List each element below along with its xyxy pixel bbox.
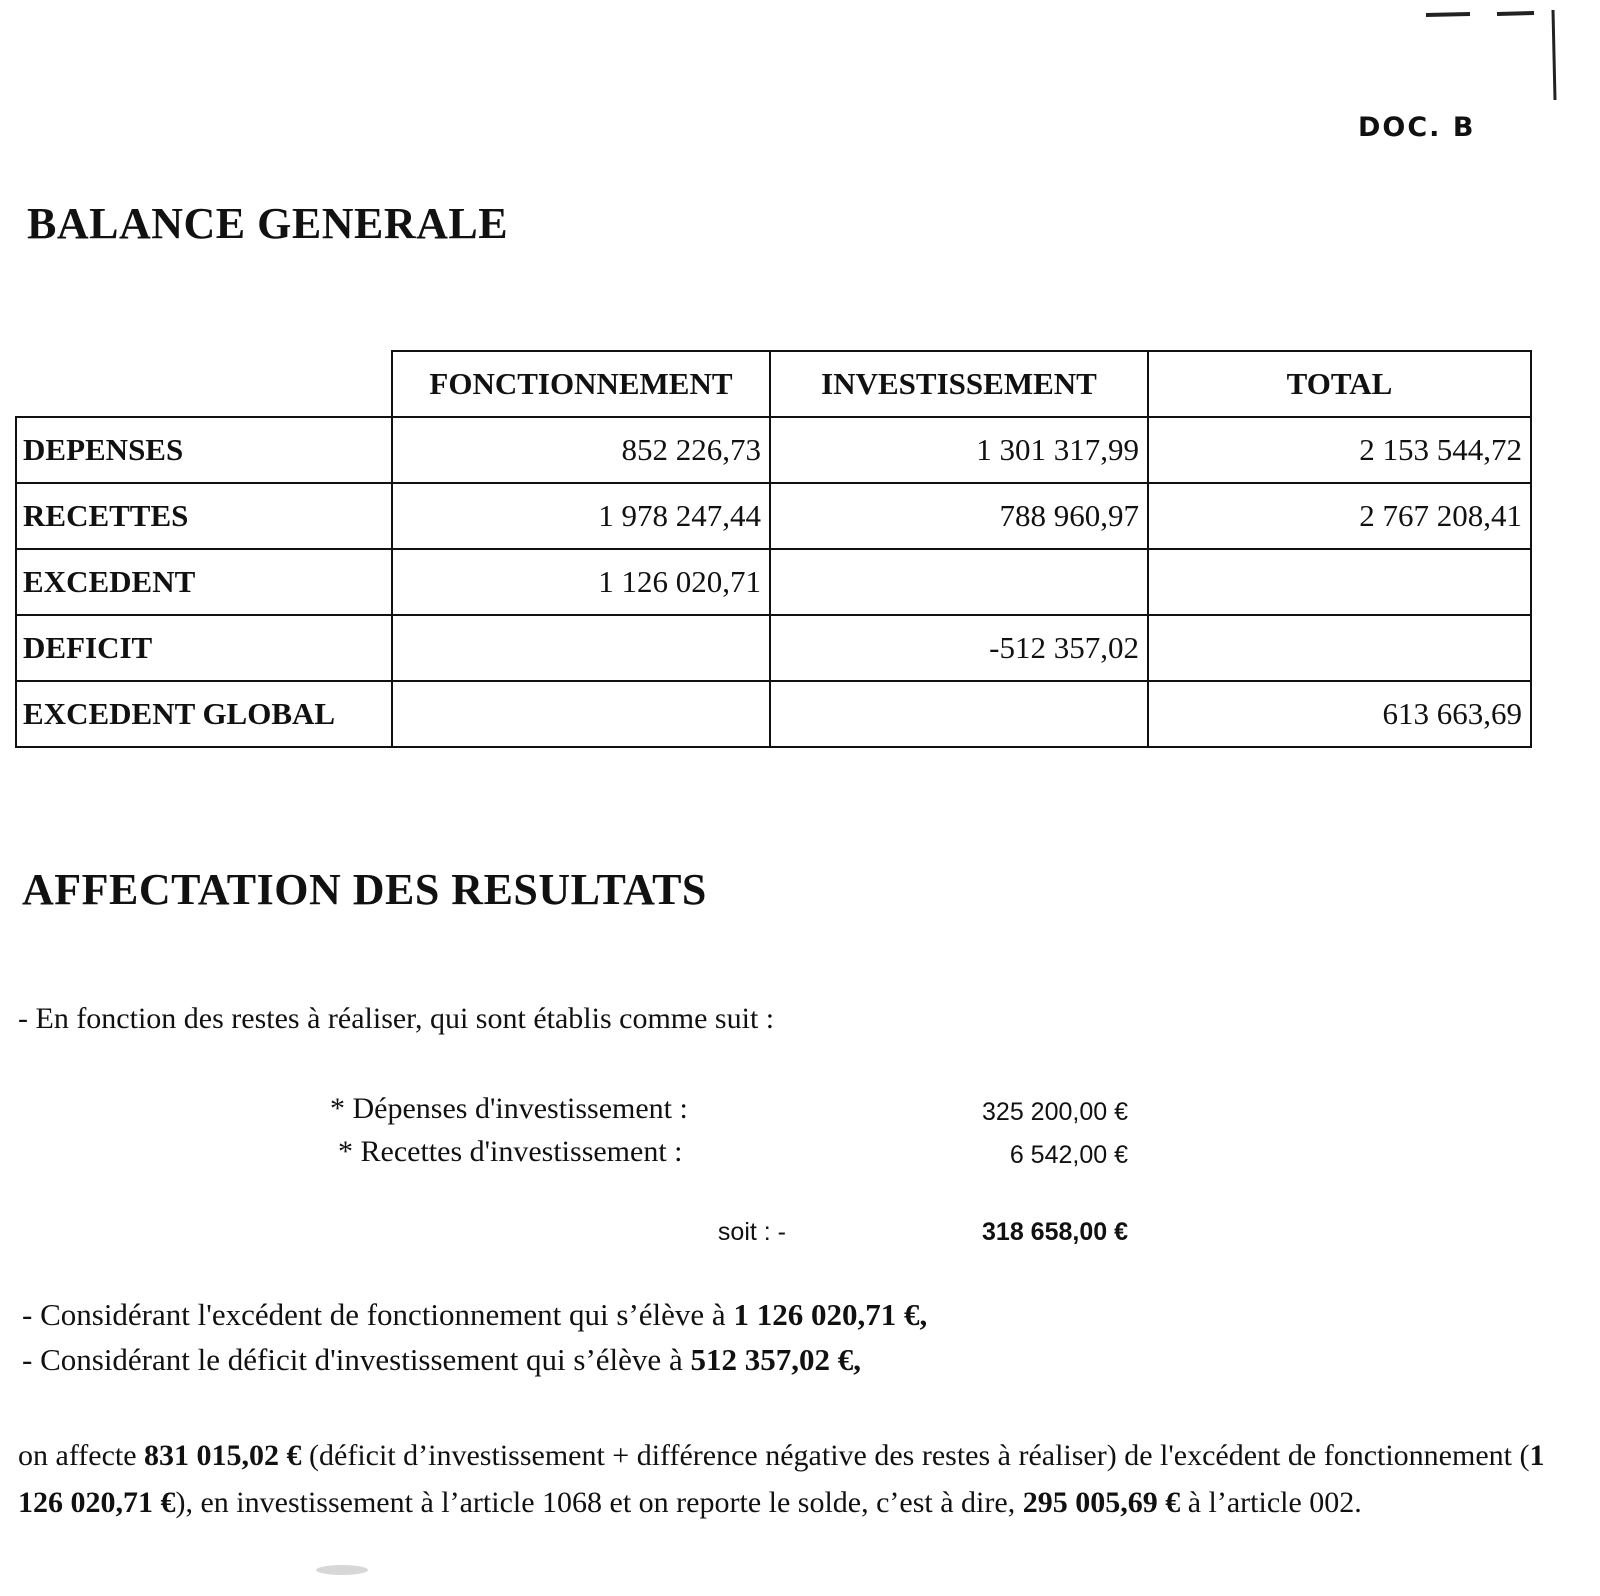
- row-label-depenses: DEPENSES: [16, 417, 392, 483]
- conclusion-part-1: on affecte: [18, 1439, 137, 1472]
- conclusion-amount-affecte: 831 015,02 €: [144, 1439, 302, 1472]
- cell-value: 1 978 247,44: [392, 483, 770, 549]
- considerant-deficit-text: - Considérant le déficit d'investissement qui s’élève à: [22, 1342, 683, 1377]
- table-row: [16, 417, 1531, 483]
- column-header-fonctionnement: FONCTIONNEMENT: [392, 351, 770, 417]
- row-label-excedent: EXCEDENT: [16, 549, 392, 615]
- conclusion-amount-solde: 295 005,69 €: [1022, 1486, 1181, 1519]
- cell-value: [1148, 615, 1531, 681]
- restes-soit-label: soit : -: [717, 1218, 786, 1246]
- affectation-title: AFFECTATION DES RESULTATS: [22, 865, 707, 914]
- cell-value: 788 960,97: [770, 483, 1148, 549]
- cell-value: [392, 681, 770, 747]
- restes-recettes-amount: 6 542,00 €: [1009, 1141, 1128, 1169]
- cell-value: [392, 615, 770, 681]
- table-row: [16, 681, 1531, 747]
- table-row: [16, 615, 1531, 681]
- considerant-excedent-text: - Considérant l'excédent de fonctionnement qui s’élève à: [22, 1297, 726, 1332]
- table-corner-cell: [16, 351, 392, 417]
- considerant-deficit-amount: 512 357,02 €,: [690, 1342, 861, 1377]
- considerant-excedent-amount: 1 126 020,71 €,: [733, 1297, 928, 1332]
- column-header-total: TOTAL: [1148, 351, 1531, 417]
- table-row: [16, 549, 1531, 615]
- cell-value: [770, 549, 1148, 615]
- cell-value: 1 301 317,99: [770, 417, 1148, 483]
- considerant-deficit: [22, 1342, 861, 1378]
- balance-title: BALANCE GENERALE: [27, 199, 509, 248]
- table-header-row: [16, 351, 1531, 417]
- conclusion-part-4: à l’article 002.: [1187, 1486, 1362, 1519]
- scan-corner-marks: [1422, 8, 1582, 108]
- restes-recettes-label: * Recettes d'investissement :: [338, 1135, 683, 1168]
- cell-value: 852 226,73: [392, 417, 770, 483]
- row-label-excedent-global: EXCEDENT GLOBAL: [16, 681, 392, 747]
- table-row: [16, 483, 1531, 549]
- conclusion-amount-excedent: 1 126 020,71 €: [18, 1439, 1545, 1519]
- restes-depenses-label: * Dépenses d'investissement :: [330, 1092, 688, 1125]
- row-label-deficit: DEFICIT: [16, 615, 392, 681]
- considerant-excedent: [22, 1297, 927, 1333]
- cell-value: [1148, 549, 1531, 615]
- affectation-conclusion: [18, 1432, 1578, 1526]
- scan-smudge: [312, 1562, 372, 1578]
- row-label-recettes: RECETTES: [16, 483, 392, 549]
- restes-intro: - En fonction des restes à réaliser, qui sont établis comme suit :: [18, 1002, 775, 1035]
- cell-value: 1 126 020,71: [392, 549, 770, 615]
- conclusion-part-2: (déficit d’investissement + différence négative des restes à réaliser) de l'excédent de fonctionnement (: [309, 1439, 1530, 1472]
- balance-table: [15, 350, 1532, 748]
- cell-value: 2 767 208,41: [1148, 483, 1531, 549]
- restes-soit-amount: 318 658,00 €: [982, 1218, 1128, 1246]
- cell-value: 613 663,69: [1148, 681, 1531, 747]
- cell-value: 2 153 544,72: [1148, 417, 1531, 483]
- restes-depenses-amount: 325 200,00 €: [982, 1098, 1128, 1126]
- column-header-investissement: INVESTISSEMENT: [770, 351, 1148, 417]
- cell-value: -512 357,02: [770, 615, 1148, 681]
- document-reference: DOC. B: [1358, 112, 1476, 143]
- conclusion-part-3: ), en investissement à l’article 1068 et on reporte le solde, c’est à dire,: [175, 1486, 1016, 1519]
- cell-value: [770, 681, 1148, 747]
